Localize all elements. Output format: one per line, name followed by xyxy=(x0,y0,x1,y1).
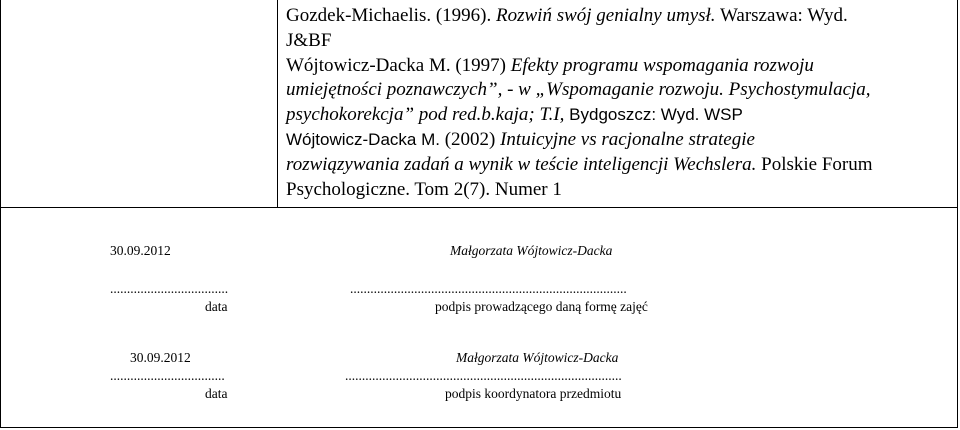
signature-1-name: Małgorzata Wójtowicz-Dacka xyxy=(450,243,613,258)
signature-2-date: 30.09.2012 xyxy=(130,350,191,365)
signature-2-date-label: data xyxy=(205,386,228,401)
biblio-entry-1-author: Gozdek-Michaelis. (1996). xyxy=(286,5,496,26)
biblio-entry-3-author: Wójtowicz-Dacka M. xyxy=(286,130,445,149)
signature-1-sign-line: .................................................................................. xyxy=(350,281,627,296)
signature-1-date-line: ................................... xyxy=(110,281,229,296)
biblio-entry-2-editor: psychokorekcja” pod red.b.kaja; T.I, xyxy=(286,104,565,125)
biblio-entry-1-title: Rozwiń swój genialny umysł. xyxy=(496,5,716,26)
biblio-entry-3-journal: Polskie Forum xyxy=(756,154,873,175)
biblio-line-2: J&BF xyxy=(286,30,332,51)
signature-2-name: Małgorzata Wójtowicz-Dacka xyxy=(456,350,619,365)
frame-right-border xyxy=(957,208,958,428)
biblio-entry-2-author: Wójtowicz-Dacka M. (1997) xyxy=(286,55,511,76)
signature-2-date-line: .................................. xyxy=(110,368,225,383)
signature-2-sign-label: podpis koordynatora przedmiotu xyxy=(445,386,622,401)
signature-1-sign-label: podpis prowadzącego daną formę zajęć xyxy=(435,299,648,314)
biblio-line-6 xyxy=(286,128,755,152)
biblio-entry-2-publisher: Bydgoszcz: Wyd. WSP xyxy=(564,105,743,124)
signature-1-date: 30.09.2012 xyxy=(110,243,171,258)
biblio-line-8: Psychologiczne. Tom 2(7). Numer 1 xyxy=(286,179,562,200)
bibliography-cell xyxy=(278,0,957,207)
biblio-entry-1-publisher: Warszawa: Wyd. xyxy=(715,5,848,26)
frame-bottom-border xyxy=(0,427,958,428)
bibliography-empty-cell xyxy=(1,0,278,207)
bibliography-table xyxy=(0,0,958,208)
signature-1-date-label: data xyxy=(205,299,228,314)
biblio-entry-2-title: Efekty programu wspomagania rozwoju xyxy=(510,55,814,76)
biblio-line-5 xyxy=(286,103,743,127)
signature-2-sign-line: .................................................................................. xyxy=(345,368,622,383)
biblio-line-3 xyxy=(286,54,814,78)
biblio-entry-3-title-cont: rozwiązywania zadań a wynik w teście inteligencji Wechslera. xyxy=(286,154,757,175)
biblio-line-1 xyxy=(286,4,848,28)
biblio-entry-3-title: Intuicyjne vs racjonalne strategie xyxy=(500,129,755,150)
biblio-line-4: umiejętności poznawczych”, - w „Wspomaganie rozwoju. Psychostymulacja, xyxy=(286,79,871,100)
biblio-line-7 xyxy=(286,153,873,177)
biblio-entry-3-year: (2002) xyxy=(444,129,501,150)
frame-left-border xyxy=(0,208,1,428)
